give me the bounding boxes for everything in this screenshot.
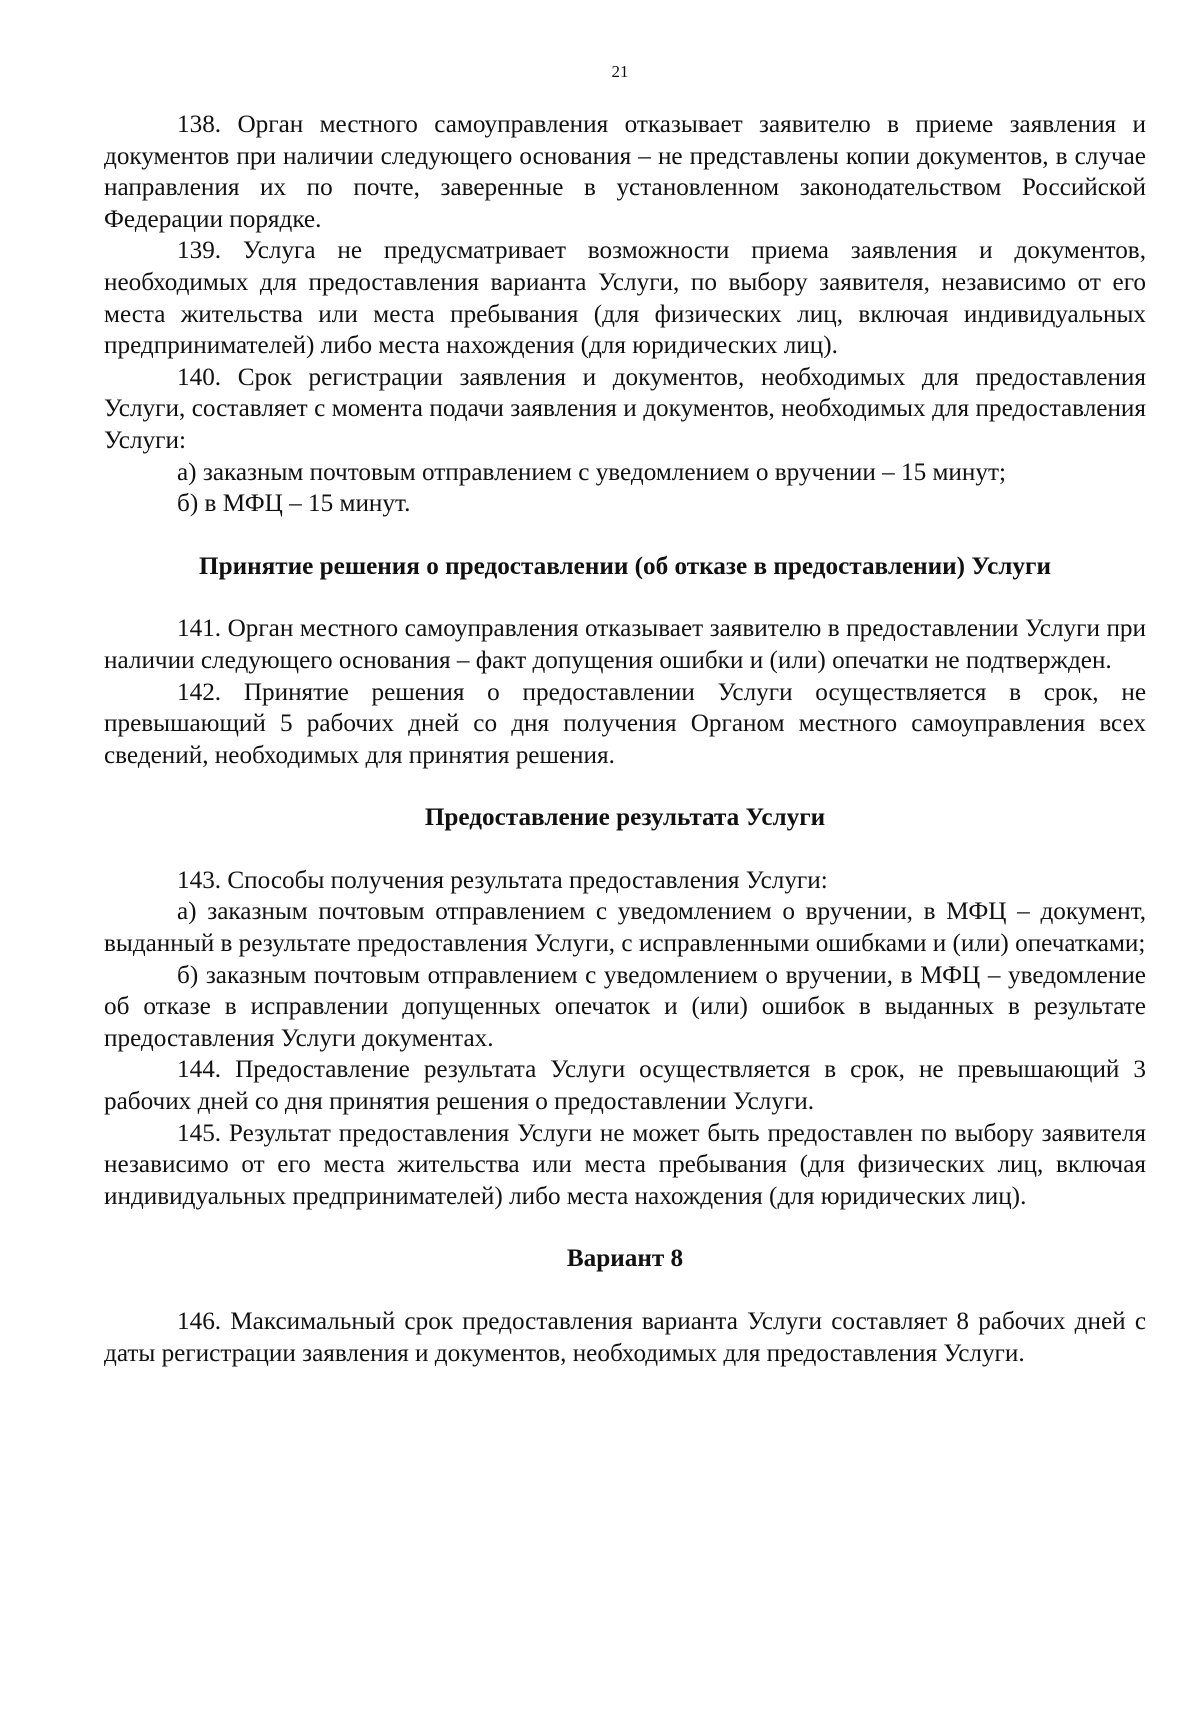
paragraph-140-a: а) заказным почтовым отправлением с уведомлением о вручении – 15 минут; [177,458,1006,486]
paragraph-143-a: а) заказным почтовым отправлением с уведомлением о вручении, в МФЦ – документ, выданный в результате предоставления Услуги, с исправленными ошибками и (или) опечатками; [104,898,1146,958]
paragraph-139: 139. Услуга не предусматривает возможности приема заявления и документов, необходимых для предоставления варианта Услуги, по выбору заявителя, независимо от его места жительства или места пребывания (для физических лиц, включая индивидуальных предпринимателей) либо места нахождения (для юридических лиц). [104,237,1146,360]
paragraph-138: 138. Орган местного самоуправления отказывает заявителю в приеме заявления и документов при наличии следующего основания – не представлены копии документов, в случае направления их по почте, заверенные в установленном законодательством Российской Федерации порядке. [104,111,1146,233]
paragraph-140: 140. Срок регистрации заявления и документов, необходимых для предоставления Услуги, составляет с момента подачи заявления и документов, необходимых для предоставления Услуги: [104,363,1146,454]
paragraph-145: 145. Результат предоставления Услуги не может быть предоставлен по выбору заявителя независимо от его места жительства или места пребывания (для физических лиц, включая индивидуальных предпринимателей) либо места нахождения (для юридических лиц). [104,1119,1146,1210]
section-heading-result: Предоставление результата Услуги [424,804,826,832]
page-number: 21 [611,62,629,81]
section-heading-decision: Принятие решения о предоставлении (об отказе в предоставлении) Услуги [199,552,1051,580]
paragraph-143: 143. Способы получения результата предоставления Услуги: [177,866,828,894]
paragraph-146: 146. Максимальный срок предоставления варианта Услуги составляет 8 рабочих дней с даты регистрации заявления и документов, необходимых для предоставления Услуги. [104,1308,1146,1367]
paragraph-141: 141. Орган местного самоуправления отказывает заявителю в предоставлении Услуги при наличии следующего основания – факт допущения ошибки и (или) опечатки не подтвержден. [104,615,1146,674]
paragraph-140-b: б) в МФЦ – 15 минут. [177,490,411,518]
section-heading-variant: Вариант 8 [566,1245,684,1273]
paragraph-144: 144. Предоставление результата Услуги осуществляется в срок, не превышающий 3 рабочих дней со дня принятия решения о предоставлении Услуги. [104,1056,1146,1116]
document-body [104,109,1146,1369]
paragraph-142: 142. Принятие решения о предоставлении Услуги осуществляется в срок, не превышающий 5 рабочих дней со дня получения Органом местного самоуправления всех сведений, необходимых для принятия решения. [104,678,1146,769]
paragraph-143-b: б) заказным почтовым отправлением с уведомлением о вручении, в МФЦ – уведомление об отказе в исправлении допущенных опечаток и (или) ошибок в выданных в результате предоставления Услуги документах. [104,961,1146,1052]
